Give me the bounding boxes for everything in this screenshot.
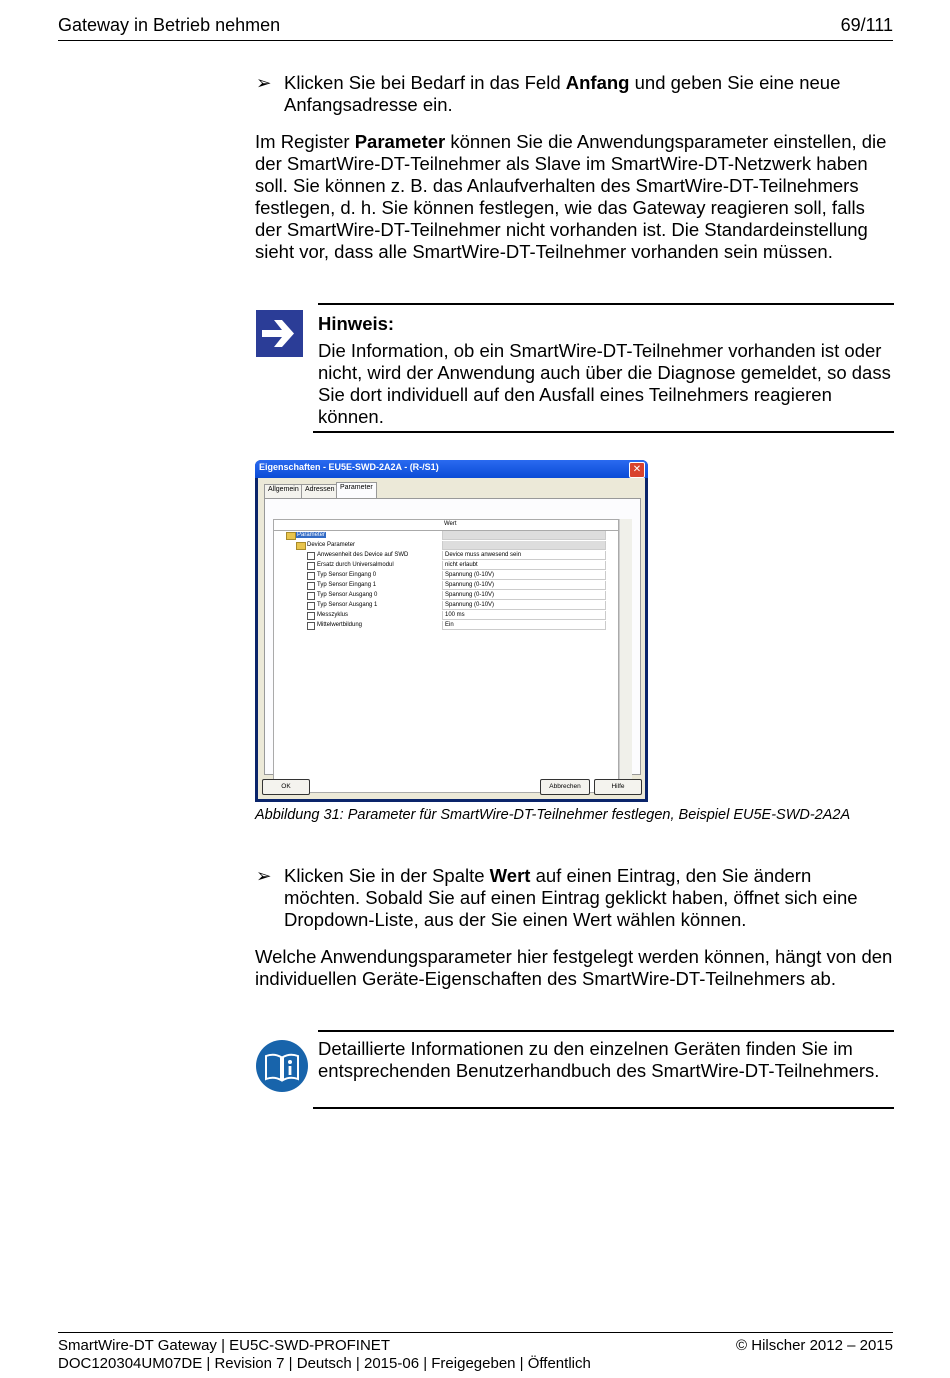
grid-row[interactable] — [274, 581, 606, 591]
row-value[interactable]: nicht erlaubt — [442, 561, 606, 570]
parameter-tabpanel — [264, 498, 641, 775]
row-value[interactable]: Spannung (0-10V) — [442, 601, 606, 610]
row-value[interactable]: Spannung (0-10V) — [442, 591, 606, 600]
help-button[interactable]: Hilfe — [594, 779, 642, 795]
bullet-text-end: und geben Sie eine neue Anfangsadresse ein. — [284, 72, 841, 115]
ok-button[interactable]: OK — [262, 779, 310, 795]
header-divider — [58, 40, 893, 41]
note-bottom-rule — [313, 431, 894, 433]
row-value[interactable]: 100 ms — [442, 611, 606, 620]
cancel-button[interactable]: Abbrechen — [540, 779, 590, 795]
parameter-icon — [307, 572, 315, 580]
footer-product: SmartWire-DT Gateway | EU5C-SWD-PROFINET — [58, 1337, 390, 1354]
grid-header — [274, 520, 618, 531]
folder-icon — [296, 542, 306, 550]
grid-row[interactable] — [274, 601, 606, 611]
parameter-icon — [307, 592, 315, 600]
row-label: Device Parameter — [307, 542, 356, 548]
column-header-wert: Wert — [444, 521, 457, 527]
row-value — [442, 541, 606, 550]
bullet-bold: Wert — [489, 865, 531, 886]
properties-dialog — [255, 460, 648, 802]
tab-adressen[interactable]: Adressen — [301, 484, 339, 499]
row-label: Typ Sensor Eingang 1 — [317, 582, 377, 588]
row-label: Typ Sensor Eingang 0 — [317, 572, 377, 578]
row-value[interactable]: Spannung (0-10V) — [442, 581, 606, 590]
tab-parameter[interactable]: Parameter — [336, 482, 377, 499]
row-label: Typ Sensor Ausgang 0 — [317, 592, 378, 598]
parameter-icon — [307, 622, 315, 630]
close-icon[interactable]: ✕ — [629, 462, 645, 478]
row-label: Parameter — [297, 532, 326, 538]
dialog-body — [258, 478, 645, 799]
paragraph-parameter — [255, 131, 895, 263]
arrow-right-icon — [256, 310, 303, 357]
grid-row-device-parameter[interactable] — [274, 541, 606, 551]
para-text-end: können Sie die Anwendungsparameter einstellen, die der SmartWire-DT-Teilnehmer als Slave im SmartWire-DT-Netzwerk haben soll. Sie können z. B. das Anlaufverhalten des SmartWire-DT-Teilnehmers festlegen, d. h. Sie können festlegen, wie das Gateway reagieren soll, falls der SmartWire-DT-Teilnehmer nicht vorhanden ist. Die Standardeinstellung sieht vor, dass alle SmartWire-DT-Teilnehmer vorhanden sein müssen. — [255, 131, 887, 262]
bullet-arrow-icon: ➢ — [256, 865, 272, 886]
parameter-icon — [307, 562, 315, 570]
info-bottom-rule — [313, 1107, 894, 1109]
dialog-title: Eigenschaften - EU5E-SWD-2A2A - (R-/S1) — [259, 462, 439, 472]
bullet-text: Klicken Sie in der Spalte — [284, 865, 490, 886]
row-value[interactable]: Spannung (0-10V) — [442, 571, 606, 580]
row-value[interactable]: Ein — [442, 621, 606, 630]
grid-row[interactable] — [274, 611, 606, 621]
grid-row[interactable] — [274, 591, 606, 601]
folder-icon — [286, 532, 296, 540]
note-title: Hinweis: — [318, 313, 395, 334]
bullet-text-end: auf einen Eintrag, den Sie ändern möchten. Sobald Sie auf einen Eintrag geklickt haben, öffnet sich eine Dropdown-Liste, aus der Sie einen Wert wählen können. — [284, 865, 858, 930]
parameter-icon — [307, 552, 315, 560]
figure-caption: Abbildung 31: Parameter für SmartWire-DT-Teilnehmer festlegen, Beispiel EU5E-SWD-2A2A — [255, 807, 851, 823]
row-value[interactable]: Device muss anwesend sein — [442, 551, 606, 560]
grid-row[interactable] — [274, 561, 606, 571]
bullet-arrow-icon: ➢ — [256, 72, 272, 93]
vertical-scrollbar[interactable] — [619, 519, 632, 791]
parameter-icon — [307, 582, 315, 590]
parameter-icon — [307, 612, 315, 620]
bullet-item-anfang — [256, 72, 876, 118]
footer-copyright: © Hilscher 2012 – 2015 — [736, 1337, 893, 1354]
info-text: Detaillierte Informationen zu den einzelnen Geräten finden Sie im entsprechenden Benutzerhandbuch des SmartWire-DT-Teilnehmers. — [318, 1038, 880, 1081]
paragraph-anwendungsparameter: Welche Anwendungsparameter hier festgelegt werden können, hängt von den individuellen Geräte-Eigenschaften des SmartWire-DT-Teilnehmers ab. — [255, 946, 893, 989]
row-label: Messzyklus — [317, 612, 349, 618]
page-number: 69/111 — [840, 15, 893, 35]
footer-document-info: DOC120304UM07DE | Revision 7 | Deutsch | 2015-06 | Freigegeben | Öffentlich — [58, 1355, 591, 1372]
grid-row[interactable] — [274, 621, 606, 631]
footer-divider — [58, 1332, 893, 1333]
bullet-item-wert — [256, 865, 876, 933]
row-value — [442, 531, 606, 540]
note-top-rule — [318, 303, 894, 305]
row-label: Anwesenheit des Device auf SWD — [317, 552, 409, 558]
tab-allgemein[interactable]: Allgemein — [264, 484, 303, 499]
grid-row[interactable] — [274, 551, 606, 561]
bullet-bold: Anfang — [565, 72, 630, 93]
header-title: Gateway in Betrieb nehmen — [58, 15, 281, 35]
row-label: Ersatz durch Universalmodul — [317, 562, 394, 568]
row-label: Mittelwertbildung — [317, 622, 363, 628]
row-label: Typ Sensor Ausgang 1 — [317, 602, 378, 608]
para-text: Im Register — [255, 131, 355, 152]
grid-row-parameter[interactable] — [274, 531, 606, 541]
parameter-icon — [307, 602, 315, 610]
info-book-icon — [256, 1040, 308, 1092]
parameter-grid — [273, 519, 619, 793]
dialog-titlebar — [255, 460, 648, 478]
para-bold: Parameter — [354, 131, 446, 152]
info-top-rule — [318, 1030, 894, 1032]
note-text: Die Information, ob ein SmartWire-DT-Teilnehmer vorhanden ist oder nicht, wird der Anwendung auch über die Diagnose gemeldet, so dass Sie dort individuell auf den Ausfall eines Teilnehmers reagieren können. — [318, 340, 891, 427]
bullet-text: Klicken Sie bei Bedarf in das Feld — [284, 72, 566, 93]
grid-row[interactable] — [274, 571, 606, 581]
